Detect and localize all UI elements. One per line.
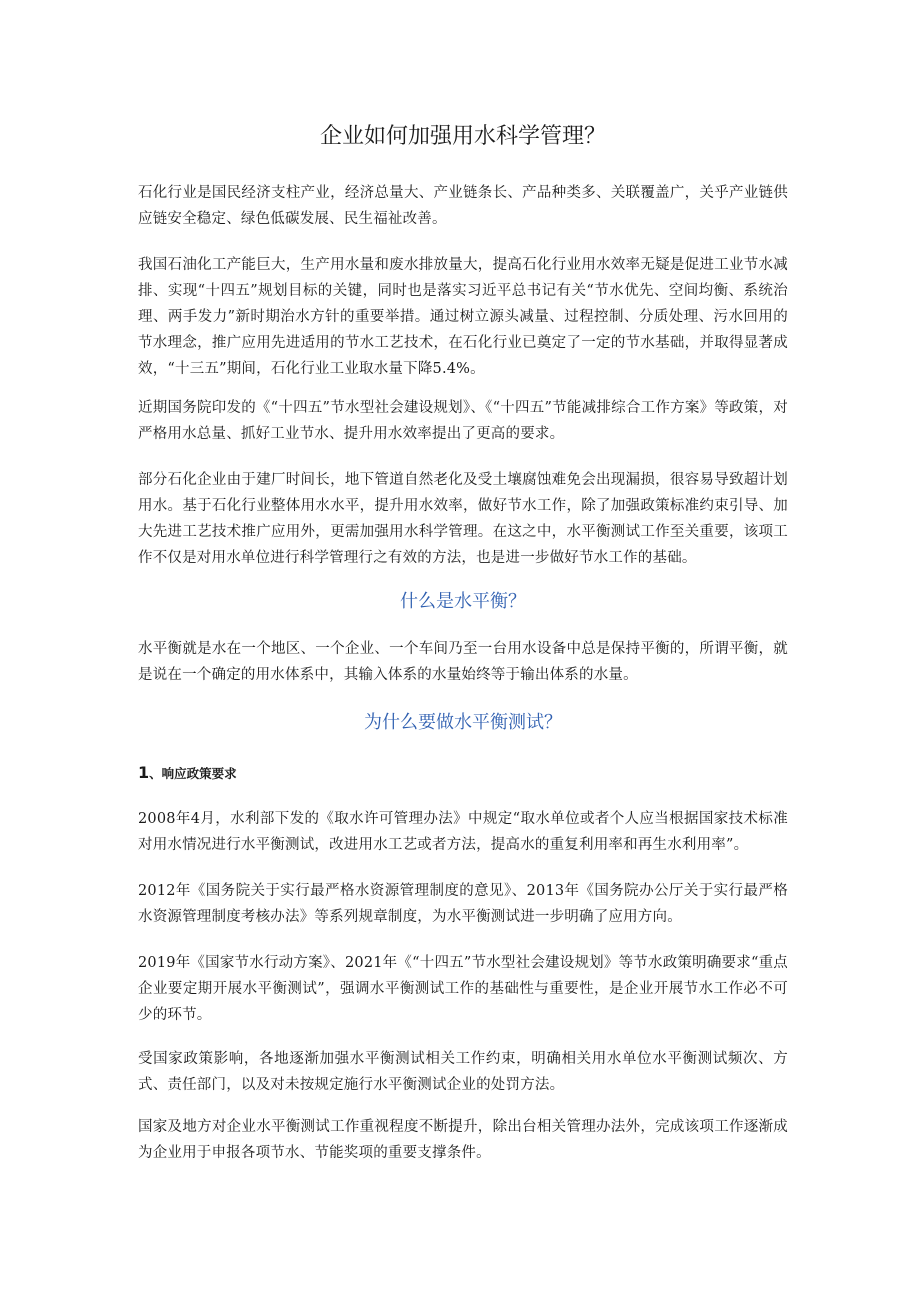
policy-paragraph-3: 2019年《国家节水行动方案》、2021年《“十四五”节水型社会建设规划》等节水政策明确要求“重点企业要定期开展水平衡测试”，强调水平衡测试工作的基础性与重要性，是企业开展节水工作必不可少的环节。 xyxy=(138,955,788,1023)
intro-paragraph-2: 我国石油化工产能巨大，生产用水量和废水排放量大，提高石化行业用水效率无疑是促进工业节水减排、实现“十四五”规划目标的关键，同时也是落实习近平总书记有关“节水优先、空间均衡、系统治理、两手发力”新时期治水方针的重要举措。通过树立源头减量、过程控制、分质处理、污水回用的节水理念，推广应用先进适用的节水工艺技术，在石化行业已奠定了一定的节水基础，并取得显著成效，“十三五”期间，石化行业工业取水量下降5.4%。 xyxy=(138,257,788,377)
section-heading-why-water-balance-test: 为什么要做水平衡测试？ xyxy=(364,712,562,733)
policy-paragraph-1: 2008年4月，水利部下发的《取水许可管理办法》中规定“取水单位或者个人应当根据国家技术标准对用水情况进行水平衡测试，改进用水工艺或者方法，提高水的重复利用率和再生水利用率”。 xyxy=(138,811,788,853)
intro-paragraph-4: 部分石化企业由于建厂时间长，地下管道自然老化及受土壤腐蚀难免会出现漏损，很容易导致超计划用水。基于石化行业整体用水水平，提升用水效率，做好节水工作，除了加强政策标准约束引导、加大先进工艺技术推广应用外，更需加强用水科学管理。在这之中，水平衡测试工作至关重要，该项工作不仅是对用水单位进行科学管理行之有效的方法，也是进一步做好节水工作的基础。 xyxy=(138,472,788,566)
section-heading-what-is-water-balance: 什么是水平衡？ xyxy=(400,591,526,612)
sub-heading-number: 1 xyxy=(138,763,150,782)
sub-heading-label: 、响应政策要求 xyxy=(149,766,237,781)
intro-paragraph-3: 近期国务院印发的《“十四五”节水型社会建设规划》、《“十四五”节能减排综合工作方案》等政策，对严格用水总量、抓好工业节水、提升用水效率提出了更高的要求。 xyxy=(138,400,788,442)
section1-paragraph: 水平衡就是水在一个地区、一个企业、一个车间乃至一台用水设备中总是保持平衡的，所谓平衡，就是说在一个确定的用水体系中，其输入体系的水量始终等于输出体系的水量。 xyxy=(138,641,788,683)
sub-heading-policy-requirements xyxy=(138,762,788,785)
article-title: 企业如何加强用水科学管理？ xyxy=(319,124,606,149)
policy-paragraph-2: 2012年《国务院关于实行最严格水资源管理制度的意见》、2013年《国务院办公厅关于实行最严格水资源管理制度考核办法》等系列规章制度，为水平衡测试进一步明确了应用方向。 xyxy=(138,883,788,925)
intro-paragraph-1: 石化行业是国民经济支柱产业，经济总量大、产业链条长、产品种类多、关联覆盖广，关乎产业链供应链安全稳定、绿色低碳发展、民生福祉改善。 xyxy=(138,185,788,227)
policy-paragraph-4: 受国家政策影响，各地逐渐加强水平衡测试相关工作约束，明确相关用水单位水平衡测试频次、方式、责任部门，以及对未按规定施行水平衡测试企业的处罚方法。 xyxy=(138,1051,788,1093)
policy-paragraph-5: 国家及地方对企业水平衡测试工作重视程度不断提升，除出台相关管理办法外，完成该项工作逐渐成为企业用于申报各项节水、节能奖项的重要支撑条件。 xyxy=(138,1119,788,1161)
